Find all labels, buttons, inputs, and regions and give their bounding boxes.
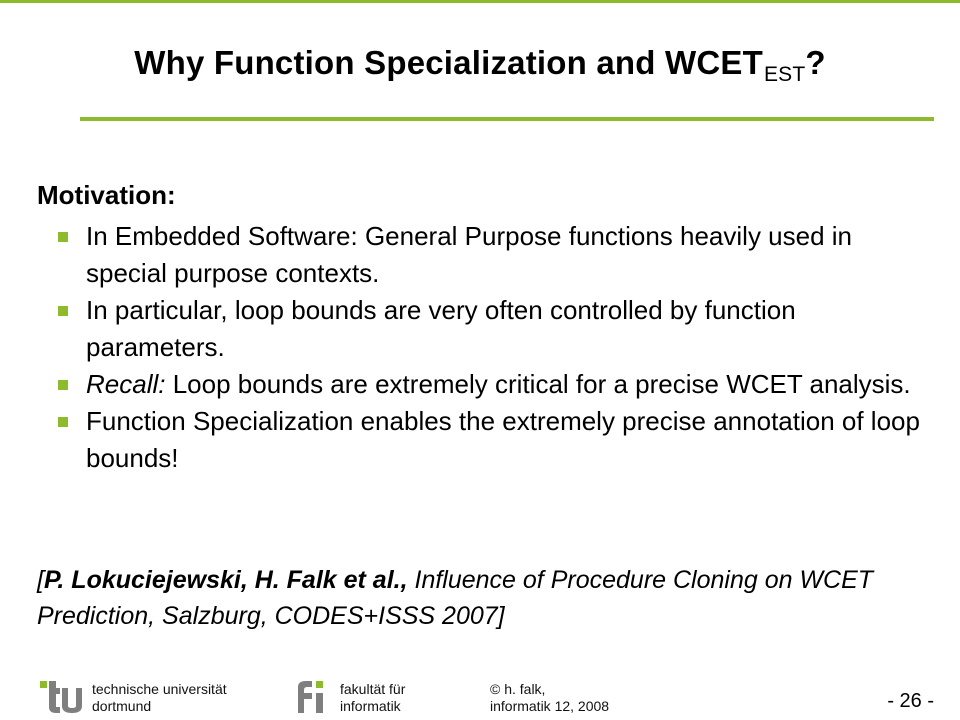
bullet-text: In particular, loop bounds are very often controlled by function parameters. — [86, 295, 796, 362]
title-underline-rule — [80, 117, 934, 121]
faculty-name — [340, 681, 405, 715]
university-line-2: dortmund — [92, 698, 152, 714]
bullet-item — [58, 292, 938, 366]
bullet-item — [58, 403, 938, 477]
slide-title — [0, 44, 960, 87]
reference-citation — [37, 562, 937, 634]
bullet-emphasis: Recall: — [86, 369, 166, 399]
title-subscript: EST — [763, 63, 806, 86]
bullet-list — [58, 218, 938, 477]
bullet-text: In Embedded Software: General Purpose functions heavily used in special purpose contexts. — [86, 221, 853, 288]
square-bullet-icon — [58, 232, 68, 242]
fi-logo-icon — [294, 679, 330, 715]
bullet-text: Loop bounds are extremely critical for a precise WCET analysis. — [165, 369, 911, 399]
author-line-2: informatik 12, 2008 — [490, 698, 610, 714]
author-line-1: © h. falk, — [490, 681, 546, 697]
top-accent-rule — [0, 0, 960, 3]
motivation-heading: Motivation: — [37, 180, 176, 210]
title-main-text: Why Function Specialization and WCET — [134, 44, 763, 81]
author-credit — [490, 681, 609, 715]
reference-bracket: [ — [37, 566, 44, 594]
square-bullet-icon — [58, 417, 68, 427]
footer — [0, 672, 960, 720]
university-line-1: technische universität — [92, 681, 227, 697]
bullet-item — [58, 366, 938, 403]
title-question-mark: ? — [805, 44, 826, 81]
faculty-line-1: fakultät für — [340, 681, 406, 697]
faculty-line-2: informatik — [340, 698, 401, 714]
reference-authors: P. Lokuciejewski, H. Falk et al., — [43, 566, 408, 594]
bullet-text: Function Specialization enables the extremely precise annotation of loop bounds! — [86, 406, 920, 473]
square-bullet-icon — [58, 306, 68, 316]
square-bullet-icon — [58, 380, 68, 390]
tu-logo-icon — [40, 681, 84, 715]
page-number: - 26 - — [887, 690, 934, 712]
bullet-item — [58, 218, 938, 292]
university-name — [92, 681, 227, 715]
reference-title: Influence of Procedure Cloning on WCET Prediction, Salzburg, CODES+ISSS 2007] — [37, 566, 874, 630]
